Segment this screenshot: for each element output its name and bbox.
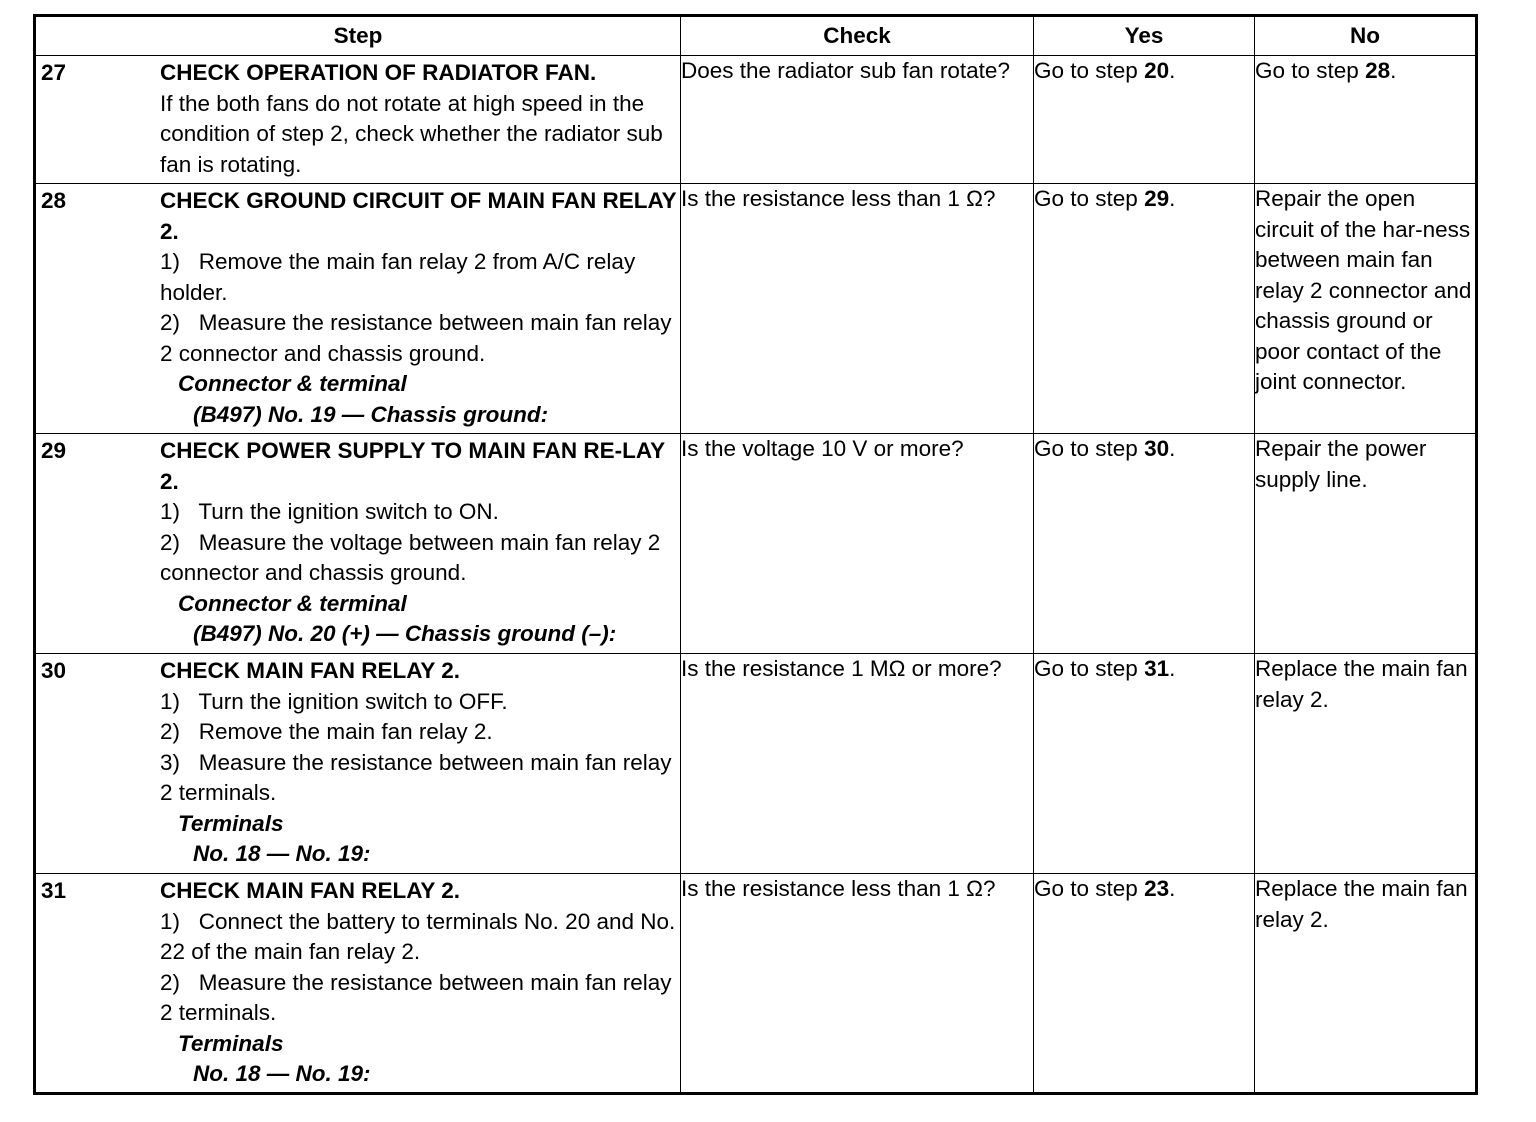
no-step-ref: 28: [1365, 58, 1391, 83]
yes-suffix: .: [1169, 58, 1176, 83]
spec-value: No. 18 — No. 19:: [193, 841, 371, 866]
no-cell: Replace the main fan relay 2.: [1255, 654, 1477, 874]
yes-step-ref: 20: [1144, 58, 1170, 83]
step-instruction: 1) Turn the ignition switch to ON.: [160, 499, 499, 524]
step-cell: [35, 434, 681, 654]
yes-suffix: .: [1169, 186, 1176, 211]
no-cell: Repair the open circuit of the har-ness between main fan relay 2 connector and chassis ground or poor contact of the joint connector.: [1255, 184, 1477, 434]
no-cell: Replace the main fan relay 2.: [1255, 874, 1477, 1094]
diagnostic-table: [33, 14, 1478, 1095]
no-prefix: Go to step: [1255, 58, 1366, 83]
no-cell: Repair the power supply line.: [1255, 434, 1477, 654]
table-row: [35, 654, 1477, 874]
yes-suffix: .: [1169, 876, 1176, 901]
header-step: Step: [35, 16, 681, 56]
table-row: [35, 56, 1477, 184]
step-number: 28: [41, 188, 67, 213]
step-title: CHECK OPERATION OF RADIATOR FAN.: [160, 60, 597, 85]
step-instruction: 1) Turn the ignition switch to OFF.: [160, 688, 508, 714]
header-yes: Yes: [1034, 16, 1255, 56]
step-instruction: 2) Measure the resistance between main fan relay 2 terminals.: [160, 969, 672, 1025]
yes-prefix: Go to step: [1034, 876, 1145, 901]
step-cell: [35, 184, 681, 434]
spec-value: (B497) No. 20 (+) — Chassis ground (–):: [193, 621, 617, 646]
spec-value: No. 18 — No. 19:: [193, 1061, 371, 1086]
step-number: 27: [41, 60, 67, 85]
header-no: No: [1255, 16, 1477, 56]
yes-cell: [1034, 654, 1255, 874]
yes-cell: [1034, 434, 1255, 654]
step-instruction: 2) Measure the voltage between main fan relay 2 connector and chassis ground.: [160, 529, 661, 585]
yes-cell: [1034, 874, 1255, 1094]
step-title: CHECK POWER SUPPLY TO MAIN FAN RE-LAY 2.: [160, 438, 665, 494]
step-instruction: 1) Remove the main fan relay 2 from A/C relay holder.: [160, 249, 636, 305]
check-cell: Is the voltage 10 V or more?: [681, 434, 1034, 654]
no-suffix: .: [1390, 58, 1397, 83]
spec-label: Terminals: [178, 1030, 284, 1056]
table-row: [35, 434, 1477, 654]
yes-step-ref: 31: [1144, 656, 1170, 681]
spec-value: (B497) No. 19 — Chassis ground:: [193, 401, 549, 427]
step-number: 29: [41, 438, 67, 463]
check-cell: Is the resistance less than 1 Ω?: [681, 874, 1034, 1094]
yes-prefix: Go to step: [1034, 656, 1145, 681]
spec-label: Connector & terminal: [178, 590, 407, 616]
spec-label: Connector & terminal: [178, 371, 407, 396]
step-title: CHECK MAIN FAN RELAY 2.: [160, 658, 461, 683]
yes-cell: [1034, 56, 1255, 184]
table-row: [35, 874, 1477, 1094]
step-title: CHECK GROUND CIRCUIT OF MAIN FAN RELAY 2.: [160, 188, 677, 244]
check-cell: Does the radiator sub fan rotate?: [681, 56, 1034, 184]
step-instruction: 3) Measure the resistance between main fan relay 2 terminals.: [160, 749, 672, 805]
table-row: [35, 184, 1477, 434]
table-header-row: [35, 16, 1477, 56]
header-check: Check: [681, 16, 1034, 56]
step-cell: [35, 56, 681, 184]
yes-step-ref: 23: [1144, 876, 1170, 901]
yes-step-ref: 30: [1144, 436, 1170, 461]
yes-cell: [1034, 184, 1255, 434]
step-instruction: 2) Measure the resistance between main fan relay 2 connector and chassis ground.: [160, 310, 672, 366]
yes-suffix: .: [1169, 436, 1176, 461]
yes-prefix: Go to step: [1034, 58, 1145, 83]
step-text: If the both fans do not rotate at high speed in the condition of step 2, check whether the radiator sub fan is rotating.: [160, 90, 663, 177]
step-number: 30: [41, 658, 67, 683]
step-cell: [35, 874, 681, 1094]
yes-prefix: Go to step: [1034, 436, 1145, 461]
check-cell: Is the resistance less than 1 Ω?: [681, 184, 1034, 434]
step-instruction: 2) Remove the main fan relay 2.: [160, 719, 493, 744]
step-instruction: 1) Connect the battery to terminals No. 20 and No. 22 of the main fan relay 2.: [160, 908, 676, 964]
yes-suffix: .: [1169, 656, 1176, 681]
no-cell: [1255, 56, 1477, 184]
step-title: CHECK MAIN FAN RELAY 2.: [160, 878, 461, 903]
step-number: 31: [41, 878, 67, 903]
check-cell: Is the resistance 1 MΩ or more?: [681, 654, 1034, 874]
step-cell: [35, 654, 681, 874]
yes-step-ref: 29: [1144, 186, 1170, 211]
spec-label: Terminals: [178, 810, 284, 836]
yes-prefix: Go to step: [1034, 186, 1145, 211]
